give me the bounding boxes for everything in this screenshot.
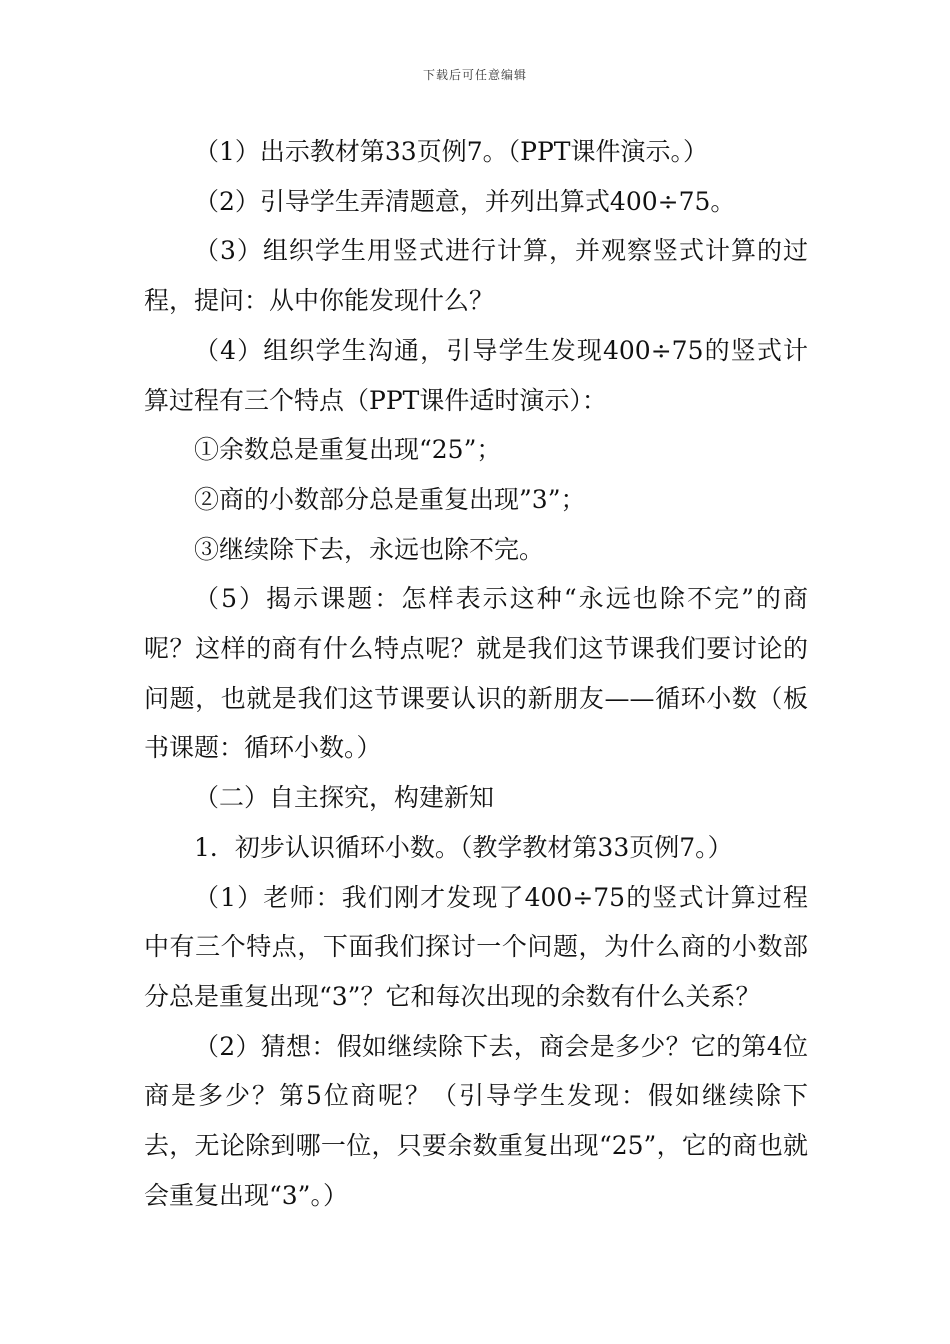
page-header-note: 下载后可任意编辑: [422, 68, 527, 82]
list-item-feature-2: ②商的小数部分总是重复出现”3”；: [194, 484, 586, 514]
paragraph-step-5: （5）揭示课题：怎样表示这种“永远也除不完”的商呢？这样的商有什么特点呢？就是我们这节课我们要讨论的问题，也就是我们这节课要认识的新朋友——循环小数（板书课题：循环小数。）: [144, 584, 808, 763]
subsection-heading: 1．初步认识循环小数。（教学教材第33页例7。）: [194, 832, 733, 862]
paragraph-teacher: （1）老师：我们刚才发现了400÷75的竖式计算过程中有三个特点，下面我们探讨一个问题，为什么商的小数部分总是重复出现“3”？它和每次出现的余数有什么关系？: [144, 882, 808, 1011]
list-item-feature-3: ③继续除下去，永远也除不完。: [194, 534, 545, 564]
paragraph-step-2: （2）引导学生弄清题意，并列出算式400÷75。: [194, 186, 736, 216]
list-item-feature-1: ①余数总是重复出现“25”；: [194, 435, 502, 465]
paragraph-step-4: （4）组织学生沟通，引导学生发现400÷75的竖式计算过程有三个特点（PPT课件适时演示）：: [144, 335, 808, 415]
section-heading: （二）自主探究，构建新知: [194, 783, 495, 813]
document-body: [144, 127, 808, 1220]
paragraph-guess: （2）猜想：假如继续除下去，商会是多少？它的第4位商是多少？第5位商呢？（引导学生发现：假如继续除下去，无论除到哪一位，只要余数重复出现“25”，它的商也就会重复出现“3”。）: [144, 1031, 808, 1210]
paragraph-step-1: （1）出示教材第33页例7。（PPT课件演示。）: [194, 137, 708, 166]
paragraph-step-3: （3）组织学生用竖式进行计算，并观察竖式计算的过程，提问：从中你能发现什么？: [144, 236, 808, 316]
